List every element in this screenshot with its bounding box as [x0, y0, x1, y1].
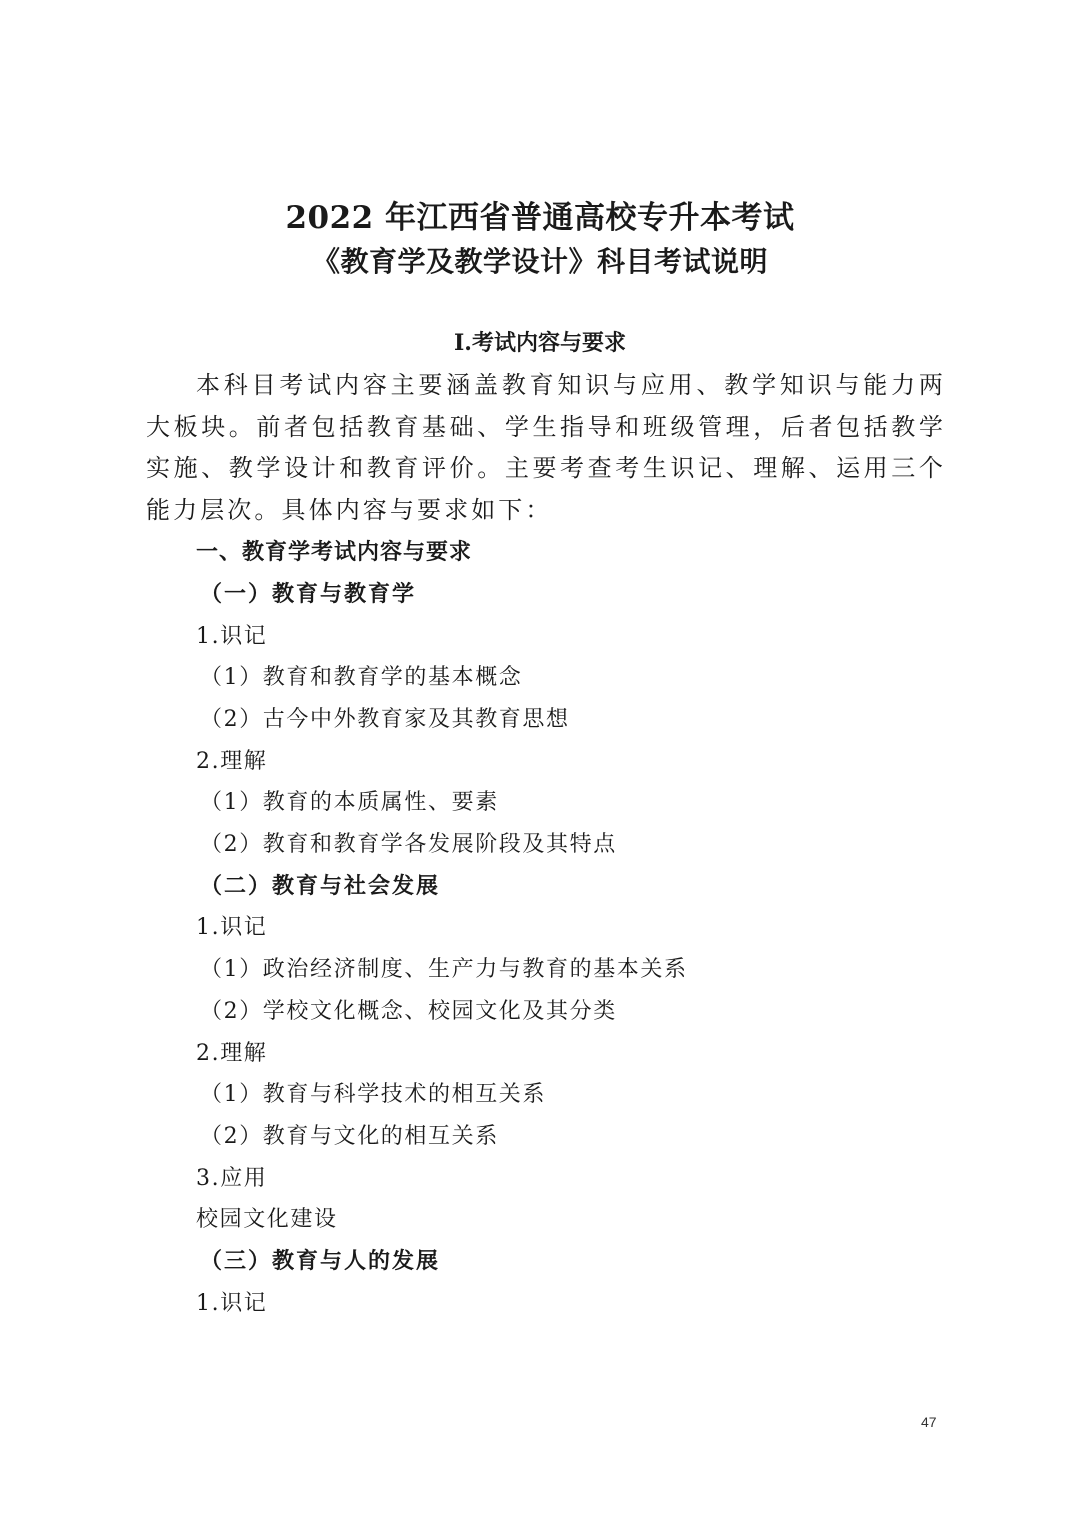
list-item: （1）教育的本质属性、要素	[200, 790, 499, 815]
level-heading: 3.应用	[196, 1166, 268, 1191]
document-subtitle: 《教育学及教学设计》科目考试说明	[311, 245, 768, 278]
list-item: （1）教育与科学技术的相互关系	[200, 1082, 546, 1107]
list-item: 校园文化建设	[196, 1207, 338, 1232]
list-item: （1）政治经济制度、生产力与教育的基本关系	[200, 957, 688, 982]
chapter-heading: （二）教育与社会发展	[200, 873, 441, 899]
chapter-heading: （三）教育与人的发展	[200, 1248, 441, 1274]
level-heading: 1.识记	[196, 624, 268, 649]
level-heading: 2.理解	[196, 1041, 268, 1066]
document-title: 2022 年江西省普通高校专升本考试	[285, 200, 795, 236]
list-item: （2）古今中外教育家及其教育思想	[200, 707, 570, 732]
level-heading: 1.识记	[196, 1291, 268, 1316]
list-item: （2）教育和教育学各发展阶段及其特点	[200, 832, 617, 857]
page-number: 47	[921, 1414, 937, 1430]
list-item: （2）教育与文化的相互关系	[200, 1124, 499, 1149]
section-heading: Ⅰ.考试内容与要求	[454, 330, 626, 356]
intro-paragraph: 本科目考试内容主要涵盖教育知识与应用、教学知识与能力两大板块。前者包括教育基础、学生指导和班级管理，后者包括教学实施、教学设计和教育评价。主要考查考生识记、理解、运用三个能力层次。具体内容与要求如下：	[146, 371, 946, 524]
list-item: （2）学校文化概念、校园文化及其分类	[200, 999, 617, 1024]
list-item: （1）教育和教育学的基本概念	[200, 665, 523, 690]
level-heading: 1.识记	[196, 915, 268, 940]
level-heading: 2.理解	[196, 749, 268, 774]
chapter-heading: （一）教育与教育学	[200, 581, 417, 607]
part-heading: 一、教育学考试内容与要求	[196, 539, 473, 565]
